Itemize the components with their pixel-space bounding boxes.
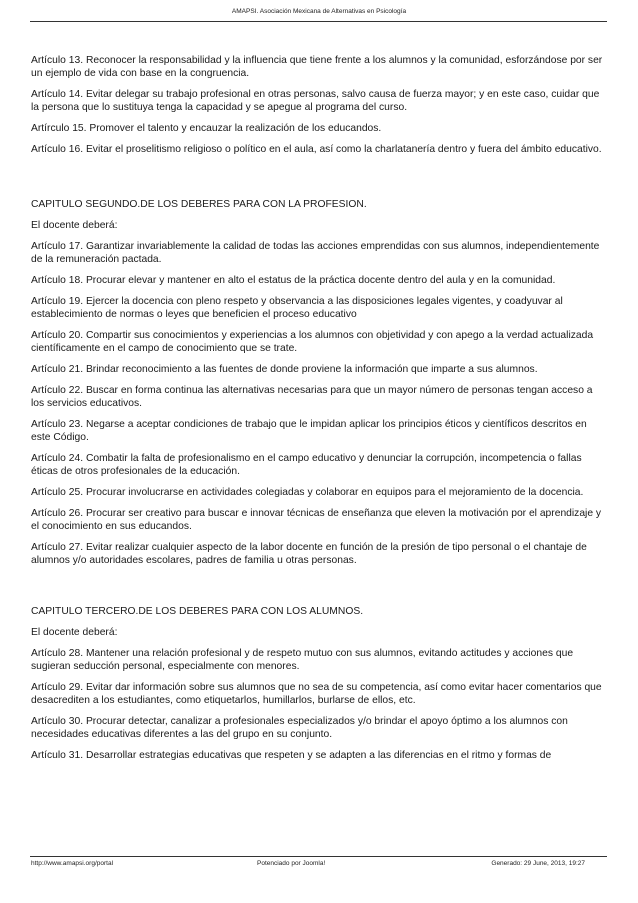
article-20: Artículo 20. Compartir sus conocimientos y experiencias a los alumnos con objetividad y con apego a la verdad actualizada científicamente en el campo de conocimiento que se trate. [31, 330, 594, 354]
chapter-3-title: CAPITULO TERCERO.DE LOS DEBERES PARA CON LOS ALUMNOS. [31, 606, 364, 617]
article-31: Artículo 31. Desarrollar estrategias educativas que respeten y se adapten a las diferencias en el ritmo y formas de [31, 750, 552, 761]
article-14: Artículo 14. Evitar delegar su trabajo profesional en otras personas, salvo causa de fuerza mayor; y en este caso, cuidar que la persona que lo sustituya tenga la capacidad y se apegue al programa del curso. [31, 89, 600, 113]
footer-divider [30, 856, 607, 857]
article-13: Artículo 13. Reconocer la responsabilidad y la influencia que tiene frente a los alumnos y la comunidad, esforzándose por ser un ejemplo de vida con base en la congruencia. [31, 55, 603, 79]
article-30: Artículo 30. Procurar detectar, canalizar a profesionales especializados y/o brindar el apoyo óptimo a los alumnos con necesidades educativas diferentes a las del grupo en su conjunto. [31, 716, 568, 740]
article-24: Artículo 24. Combatir la falta de profesionalismo en el campo educativo y denunciar la corrupción, incompetencia o fallas éticas de otros profesionales de la educación. [31, 453, 582, 477]
article-27: Artículo 27. Evitar realizar cualquier aspecto de la labor docente en función de la presión de tipo personal o el chantaje de alumnos y/o autoridades escolares, padres de familia u otras personas. [31, 542, 587, 566]
chapter-2-title: CAPITULO SEGUNDO.DE LOS DEBERES PARA CON LA PROFESION. [31, 199, 367, 210]
header-title: AMAPSI. Asociación Mexicana de Alternativas en Psicología [231, 8, 407, 15]
article-28: Artículo 28. Mantener una relación profesional y de respeto mutuo con sus alumnos, evitando actitudes y acciones que sugieran seducción personal, especialmente con menores. [31, 648, 574, 672]
article-23: Artículo 23. Negarse a aceptar condiciones de trabajo que le impidan aplicar los principios éticos y científicos descritos en este Código. [31, 419, 587, 443]
article-18: Artículo 18. Procurar elevar y mantener en alto el estatus de la práctica docente dentro del aula y en la comunidad. [31, 275, 556, 286]
article-25: Artículo 25. Procurar involucrarse en actividades colegiadas y colaborar en equipos para el mejoramiento de la docencia. [31, 487, 584, 498]
chapter-3-intro: El docente deberá: [31, 627, 118, 638]
header-divider [30, 21, 607, 22]
article-16: Artículo 16. Evitar el proselitismo religioso o político en el aula, así como la charlatanería dentro y fuera del ámbito educativo. [31, 144, 602, 155]
article-29: Artículo 29. Evitar dar información sobre sus alumnos que no sea de su competencia, así como evitar hacer comentarios que desacrediten a los estudiantes, como etiquetarlos, humillarlos, burlarse de ellos, etc. [31, 682, 602, 706]
footer-url-link[interactable]: http://www.amapsi.org/portal [31, 860, 114, 867]
footer-powered-by: Potenciado por Joomla! [257, 860, 326, 867]
article-17: Artículo 17. Garantizar invariablemente la calidad de todas las acciones emprendidas con sus alumnos, independientemente de la remuneración pactada. [31, 241, 600, 265]
footer-generated-date: Generado: 29 June, 2013, 19:27 [491, 860, 585, 867]
document-body [31, 54, 607, 770]
chapter-2-intro: El docente deberá: [31, 220, 118, 231]
article-21: Artículo 21. Brindar reconocimiento a las fuentes de donde proviene la información que imparte a sus alumnos. [31, 364, 538, 375]
article-26: Artículo 26. Procurar ser creativo para buscar e innovar técnicas de enseñanza que eleven la motivación por el aprendizaje y el conocimiento en sus educandos. [31, 508, 602, 532]
article-22: Artículo 22. Buscar en forma continua las alternativas necesarias para que un mayor número de personas tengan acceso a los servicios educativos. [31, 385, 593, 409]
article-15: Artírculo 15. Promover el talento y encauzar la realización de los educandos. [31, 123, 382, 134]
article-19: Artículo 19. Ejercer la docencia con pleno respeto y observancia a las disposiciones legales vigentes, y coadyuvar al establecimiento de normas o leyes que beneficien el proceso educativo [31, 296, 563, 320]
page-header [0, 8, 638, 15]
